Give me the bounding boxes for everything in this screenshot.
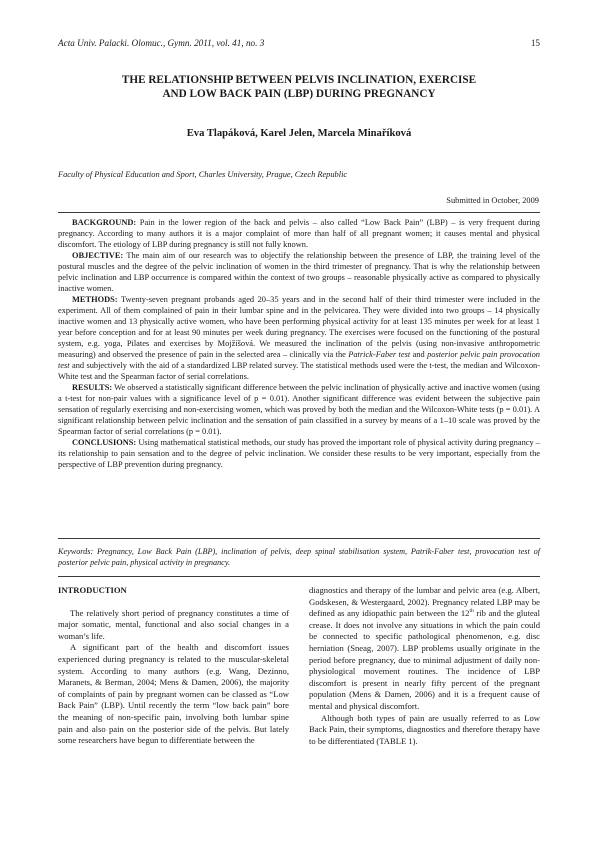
affiliation: Faculty of Physical Education and Sport, Charles University, Prague, Czech Republic — [58, 170, 348, 179]
methods-text-2: and — [410, 350, 428, 359]
conclusions-text: Using mathematical statistical methods, our study has proved the important role of physical activity during pregnancy – its relationship to pain sensation and to the degree of pelvic inclination. We consider these results to be very important, especially from the perspective of LBP prevention during pregnancy. — [58, 438, 540, 469]
abstract — [58, 217, 540, 470]
methods-label: METHODS: — [72, 295, 118, 304]
abstract-methods — [58, 294, 540, 382]
superscript-th: th — [469, 608, 474, 615]
background-text: Pain in the lower region of the back and pelvis – also called “Low Back Pain” (LBP) – is very frequent during pregnancy. According to many authors it is a major complaint of more than half of all pregnant women; it causes mental and physical discomfort. The etiology of LBP during pregnancy is still not fully known. — [58, 218, 540, 249]
page-number: 15 — [530, 38, 540, 48]
journal-citation: Acta Univ. Palacki. Olomuc., Gymn. 2011, vol. 41, no. 3 — [58, 38, 265, 48]
abstract-background — [58, 217, 540, 250]
left-column — [58, 585, 289, 747]
objective-text: The main aim of our research was to objectify the relationship between the presence of LBP, the training level of the postural muscles and the degree of the pelvic inclination of women in the third trimester of pregnancy. That is why the relationship between pelvic inclination and LBP occurrence is compared within the context of two groups – reasonable physically active as compared to physically inactive women. — [58, 251, 540, 293]
methods-italic-1: Patrick-Faber test — [348, 350, 411, 359]
running-header — [58, 38, 540, 48]
title-line-2: AND LOW BACK PAIN (LBP) DURING PREGNANCY — [162, 88, 436, 101]
objective-label: OBJECTIVE: — [72, 251, 124, 260]
abstract-top-rule — [58, 212, 540, 213]
methods-text-3: and subjectively with the aid of a standardized LBP related survey. The statistical methods used were the t-test, the median and Wilcoxon-White test and the Spearman factor of serial correlations. — [58, 361, 540, 381]
intro-paragraph-3 — [309, 585, 540, 713]
title-line-1: THE RELATIONSHIP BETWEEN PELVIS INCLINATION, EXERCISE — [121, 74, 477, 86]
paper-title — [58, 73, 540, 102]
abstract-conclusions — [58, 437, 540, 470]
results-text: We observed a statistically significant difference between the pelvic inclination of physically active and inactive women (using a t-test for non-pair values with a significance level of p = 0.01). Another significant difference was evident between the subjective pain sensation of regularly exercising and non-exercising women, which was proved by both the median and the Wilcoxon-White tests (p = 0.01). A significant relationship between pelvic inclination and the sensation of pain classified in a survey by means of a 1–10 scale was proved by the Spearman factor of serial correlations (p = 0.01). — [58, 383, 540, 436]
results-label: RESULTS: — [72, 383, 113, 392]
intro-paragraph-3-text: diagnostics and therapy of the lumbar and pelvic area (e.g. Albert, Godskesen, & Westergaard, 2002). Pregnancy related LBP may be defined as any idiopathic pain between the 12 — [309, 585, 540, 619]
authors: Eva Tlapáková, Karel Jelen, Marcela Minaříková — [186, 128, 412, 139]
keywords-bottom-rule — [58, 576, 540, 577]
right-column — [309, 585, 540, 747]
intro-paragraph-1: The relatively short period of pregnancy constitutes a time of major somatic, mental, functional and also social changes in a woman’s life. — [58, 607, 289, 641]
intro-paragraph-3-rest: rib and the gluteal crease. It does not involve any situations in which the pain could be connected to specific pathological phenomenon, e.g. disc herniation (Sneag, 2007). LBP problems usually originate in the period before pregnancy, due to minimal adjustment of daily non-physiological movement routines. The incidence of LBP discomfort is present in nearly fifty percent of the pregnant population (Mens & Damen, 2006) and it is a frequent cause of mental and physical discomfort. — [309, 608, 540, 711]
intro-paragraph-4: Although both types of pain are usually referred to as Low Back Pain, their symptoms, diagnostics and therefore therapy have to be differentiated (TABLE 1). — [309, 712, 540, 746]
abstract-objective — [58, 250, 540, 294]
methods-text-1: Twenty-seven pregnant probands aged 20–35 years and in the second half of their third trimester were included in the experiment. All of them complained of pain in their lumbar spine and in the pelvicarea. They were divided into two groups – 14 physically inactive women and 13 physically active women, who have been performing physical activity for at least 135 minutes per week for at least 1 year before conception and for at least 90 minutes per week during pregnancy. The exercises were focused on the functioning of the postural system, e.g. yoga, Pilates and exercises by Mojžíšová. We measured the inclination of the pelvis (using non-invasive anthropometric measuring) and observed the presence of pain in the selected area – clinically via the — [58, 295, 540, 359]
introduction-heading: INTRODUCTION — [58, 585, 127, 595]
background-label: BACKGROUND: — [72, 218, 137, 227]
keywords: Keywords: Pregnancy, Low Back Pain (LBP), inclination of pelvis, deep spinal stabilisation system, Patrik-Faber test, provocation test of posterior pelvic pain, physical activity in pregnancy. — [58, 547, 540, 568]
abstract-bottom-rule — [58, 538, 540, 539]
submission-date: Submitted in October, 2009 — [446, 196, 539, 205]
intro-paragraph-2: A significant part of the health and discomfort issues experienced during pregnancy is related to the muscular-skeletal system. According to many authors (e.g. Wang, Dezinno, Maranets, & Berman, 2004; Mens & Damen, 2006), the majority of complaints of pain by pregnant women can be classed as “Low Back Pain” (LBP). Until recently the term “low back pain” bore the meaning of non-specific pain, involving both lumbar spine pain and also pain on the posterior side of the pelvis. But lately some researchers have begun to differentiate between the — [58, 642, 289, 746]
abstract-results — [58, 382, 540, 437]
methods-italic-2: posterior pelvic pain provocation test — [58, 350, 540, 370]
conclusions-label: CONCLUSIONS: — [72, 438, 137, 447]
